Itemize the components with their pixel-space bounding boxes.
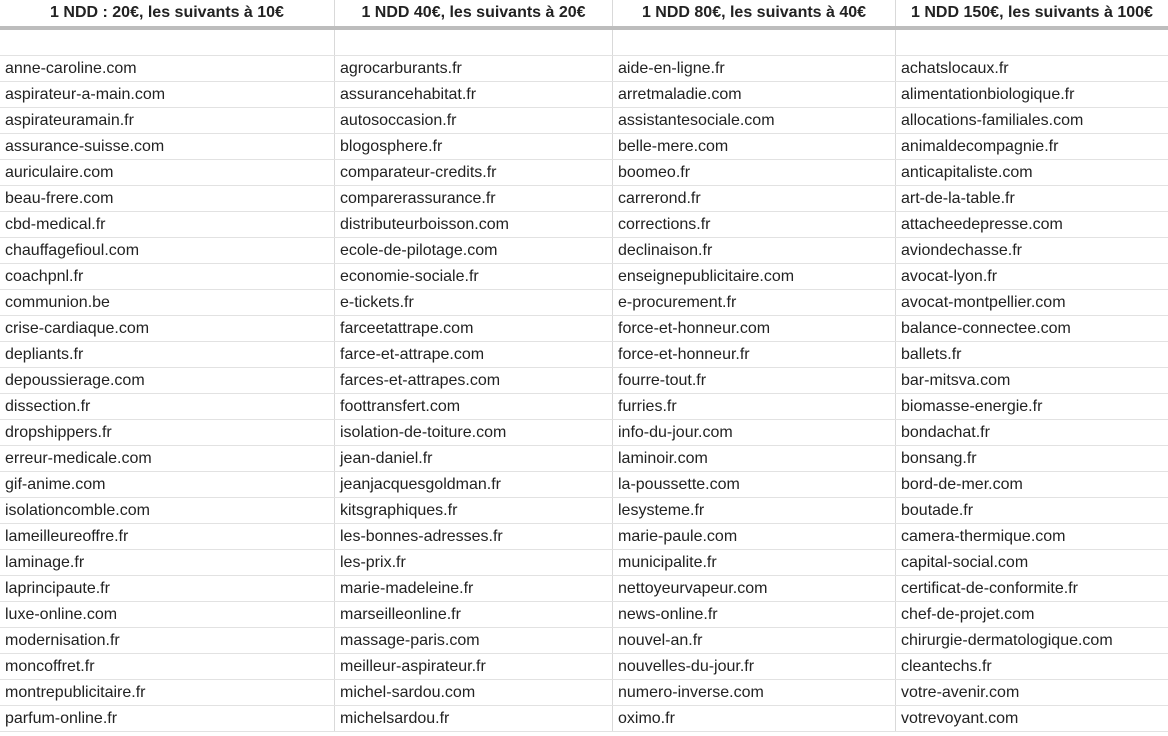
domain-cell[interactable]: marseilleonline.fr	[335, 602, 613, 627]
domain-cell[interactable]: economie-sociale.fr	[335, 264, 613, 289]
domain-cell[interactable]: numero-inverse.com	[613, 680, 896, 705]
table-row	[0, 264, 1168, 290]
empty-cell[interactable]	[613, 30, 896, 55]
domain-cell[interactable]: bord-de-mer.com	[901, 476, 1023, 493]
domain-cell[interactable]: crise-cardiaque.com	[0, 316, 335, 341]
domain-cell[interactable]: marie-paule.com	[613, 524, 896, 549]
domain-cell[interactable]: aspirateur-a-main.com	[0, 82, 335, 107]
domain-cell[interactable]: ecole-de-pilotage.com	[335, 238, 613, 263]
domain-cell[interactable]: anne-caroline.com	[0, 56, 335, 81]
domain-cell[interactable]: assistantesociale.com	[613, 108, 896, 133]
empty-cell[interactable]	[0, 30, 335, 55]
table-row	[0, 160, 1168, 186]
domain-cell[interactable]: alimentationbiologique.fr	[901, 86, 1075, 103]
header-cell[interactable]: 1 NDD 80€, les suivants à 40€	[613, 0, 896, 26]
table-body	[0, 56, 1168, 732]
header-cell[interactable]: 1 NDD : 20€, les suivants à 10€	[0, 0, 335, 26]
domain-cell[interactable]: laprincipaute.fr	[0, 576, 335, 601]
domain-cell[interactable]: jean-daniel.fr	[335, 446, 613, 471]
domain-cell[interactable]: laminage.fr	[0, 550, 335, 575]
table-row	[0, 290, 1168, 316]
table-row	[0, 602, 1168, 628]
domain-cell[interactable]: laminoir.com	[613, 446, 896, 471]
domain-cell[interactable]: bar-mitsva.com	[901, 372, 1011, 389]
table-row	[0, 316, 1168, 342]
domain-cell[interactable]: certificat-de-conformite.fr	[901, 580, 1078, 597]
empty-row	[0, 30, 1168, 56]
domain-cell[interactable]: agrocarburants.fr	[335, 56, 613, 81]
domain-cell[interactable]: furries.fr	[613, 394, 896, 419]
table-row	[0, 706, 1168, 732]
domain-cell[interactable]: avocat-lyon.fr	[901, 268, 998, 285]
table-row	[0, 654, 1168, 680]
domain-cell[interactable]: votre-avenir.com	[901, 684, 1020, 701]
domain-cell[interactable]: camera-thermique.com	[901, 528, 1066, 545]
domain-cell[interactable]: carrerond.fr	[613, 186, 896, 211]
domain-cell[interactable]: parfum-online.fr	[0, 706, 335, 731]
table-row	[0, 420, 1168, 446]
table-row	[0, 524, 1168, 550]
domain-cell[interactable]: declinaison.fr	[613, 238, 896, 263]
domain-cell[interactable]: news-online.fr	[613, 602, 896, 627]
domain-cell[interactable]: gif-anime.com	[0, 472, 335, 497]
domain-cell[interactable]: capital-social.com	[901, 554, 1029, 571]
domain-cell[interactable]: attacheedepresse.com	[901, 216, 1063, 233]
domain-cell[interactable]: modernisation.fr	[0, 628, 335, 653]
domain-cell[interactable]: coachpnl.fr	[0, 264, 335, 289]
table-row	[0, 680, 1168, 706]
domain-cell[interactable]: blogosphere.fr	[335, 134, 613, 159]
domain-cell[interactable]: belle-mere.com	[613, 134, 896, 159]
domain-cell[interactable]: communion.be	[0, 290, 335, 315]
domain-cell[interactable]: autosoccasion.fr	[335, 108, 613, 133]
domain-cell[interactable]: chef-de-projet.com	[901, 606, 1035, 623]
domain-cell[interactable]: michelsardou.fr	[335, 706, 613, 731]
domain-cell[interactable]: aviondechasse.fr	[901, 242, 1022, 259]
domain-cell[interactable]: assurance-suisse.com	[0, 134, 335, 159]
domain-cell[interactable]: chauffagefioul.com	[0, 238, 335, 263]
domain-cell[interactable]: biomasse-energie.fr	[901, 398, 1043, 415]
domain-cell[interactable]: e-procurement.fr	[613, 290, 896, 315]
domain-cell[interactable]: cbd-medical.fr	[0, 212, 335, 237]
header-row	[0, 0, 1168, 30]
domain-cell[interactable]: info-du-jour.com	[613, 420, 896, 445]
domain-cell[interactable]: distributeurboisson.com	[335, 212, 613, 237]
domain-cell[interactable]: e-tickets.fr	[335, 290, 613, 315]
domain-cell[interactable]: farceetattrape.com	[335, 316, 613, 341]
domain-cell[interactable]: jeanjacquesgoldman.fr	[335, 472, 613, 497]
table-row	[0, 212, 1168, 238]
domain-cell[interactable]: allocations-familiales.com	[901, 112, 1084, 129]
domain-cell[interactable]: comparateur-credits.fr	[335, 160, 613, 185]
domain-cell[interactable]: bonsang.fr	[901, 450, 977, 467]
domain-cell[interactable]: farces-et-attrapes.com	[335, 368, 613, 393]
domain-cell[interactable]: arretmaladie.com	[613, 82, 896, 107]
table-row	[0, 446, 1168, 472]
domain-cell[interactable]: fourre-tout.fr	[613, 368, 896, 393]
table-row	[0, 134, 1168, 160]
domain-cell[interactable]: moncoffret.fr	[0, 654, 335, 679]
domain-cell[interactable]: les-prix.fr	[335, 550, 613, 575]
table-row	[0, 498, 1168, 524]
domain-cell[interactable]: nettoyeurvapeur.com	[613, 576, 896, 601]
domain-cell[interactable]: animaldecompagnie.fr	[901, 138, 1059, 155]
domain-cell[interactable]: anticapitaliste.com	[901, 164, 1033, 181]
domain-cell[interactable]: michel-sardou.com	[335, 680, 613, 705]
domain-cell[interactable]: assurancehabitat.fr	[335, 82, 613, 107]
domain-cell[interactable]: les-bonnes-adresses.fr	[335, 524, 613, 549]
domain-cell[interactable]: corrections.fr	[613, 212, 896, 237]
domain-cell[interactable]: kitsgraphiques.fr	[335, 498, 613, 523]
domain-cell[interactable]: votrevoyant.com	[901, 710, 1019, 727]
domain-cell[interactable]: aspirateuramain.fr	[0, 108, 335, 133]
empty-cell[interactable]	[335, 30, 613, 55]
header-cell[interactable]: 1 NDD 150€, les suivants à 100€	[911, 4, 1153, 21]
domain-cell[interactable]: avocat-montpellier.com	[901, 294, 1066, 311]
domain-cell[interactable]: depoussierage.com	[0, 368, 335, 393]
domain-cell[interactable]: marie-madeleine.fr	[335, 576, 613, 601]
domain-cell[interactable]: auriculaire.com	[0, 160, 335, 185]
domain-cell[interactable]: montrepublicitaire.fr	[0, 680, 335, 705]
domain-cell[interactable]: aide-en-ligne.fr	[613, 56, 896, 81]
domain-cell[interactable]: dropshippers.fr	[0, 420, 335, 445]
table-row	[0, 576, 1168, 602]
table-row	[0, 472, 1168, 498]
domain-cell[interactable]: foottransfert.com	[335, 394, 613, 419]
domain-cell[interactable]: boomeo.fr	[613, 160, 896, 185]
domain-cell[interactable]: nouvelles-du-jour.fr	[613, 654, 896, 679]
table-row	[0, 628, 1168, 654]
table-row	[0, 186, 1168, 212]
domain-cell[interactable]: cleantechs.fr	[901, 658, 992, 675]
domain-cell[interactable]: nouvel-an.fr	[613, 628, 896, 653]
table-row	[0, 394, 1168, 420]
domain-cell[interactable]: isolationcomble.com	[0, 498, 335, 523]
table-row	[0, 108, 1168, 134]
domain-cell[interactable]: meilleur-aspirateur.fr	[335, 654, 613, 679]
domain-cell[interactable]: chirurgie-dermatologique.com	[901, 632, 1113, 649]
domain-cell[interactable]: balance-connectee.com	[901, 320, 1071, 337]
domain-cell[interactable]: municipalite.fr	[613, 550, 896, 575]
domain-cell[interactable]: erreur-medicale.com	[0, 446, 335, 471]
domain-cell[interactable]: dissection.fr	[0, 394, 335, 419]
domain-cell[interactable]: isolation-de-toiture.com	[335, 420, 613, 445]
domain-cell[interactable]: force-et-honneur.fr	[613, 342, 896, 367]
table-row	[0, 550, 1168, 576]
domain-cell[interactable]: art-de-la-table.fr	[901, 190, 1015, 207]
domain-cell[interactable]: enseignepublicitaire.com	[613, 264, 896, 289]
domain-cell[interactable]: oximo.fr	[613, 706, 896, 731]
table-row	[0, 342, 1168, 368]
domain-cell[interactable]: lameilleureoffre.fr	[0, 524, 335, 549]
domain-cell[interactable]: luxe-online.com	[0, 602, 335, 627]
header-cell[interactable]: 1 NDD 40€, les suivants à 20€	[335, 0, 613, 26]
table-row	[0, 368, 1168, 394]
domain-cell[interactable]: depliants.fr	[0, 342, 335, 367]
table-row	[0, 82, 1168, 108]
domain-cell[interactable]: lesysteme.fr	[613, 498, 896, 523]
empty-cell[interactable]	[896, 30, 1168, 55]
domain-cell[interactable]: la-poussette.com	[613, 472, 896, 497]
domain-cell[interactable]: farce-et-attrape.com	[335, 342, 613, 367]
table-row	[0, 238, 1168, 264]
domain-cell[interactable]: ballets.fr	[901, 346, 962, 363]
domain-cell[interactable]: comparerassurance.fr	[335, 186, 613, 211]
table-row	[0, 56, 1168, 82]
domain-cell[interactable]: bondachat.fr	[901, 424, 990, 441]
domain-cell[interactable]: force-et-honneur.com	[613, 316, 896, 341]
domain-cell[interactable]: boutade.fr	[901, 502, 974, 519]
domain-cell[interactable]: beau-frere.com	[0, 186, 335, 211]
domain-cell[interactable]: massage-paris.com	[335, 628, 613, 653]
domain-cell[interactable]: achatslocaux.fr	[901, 60, 1009, 77]
